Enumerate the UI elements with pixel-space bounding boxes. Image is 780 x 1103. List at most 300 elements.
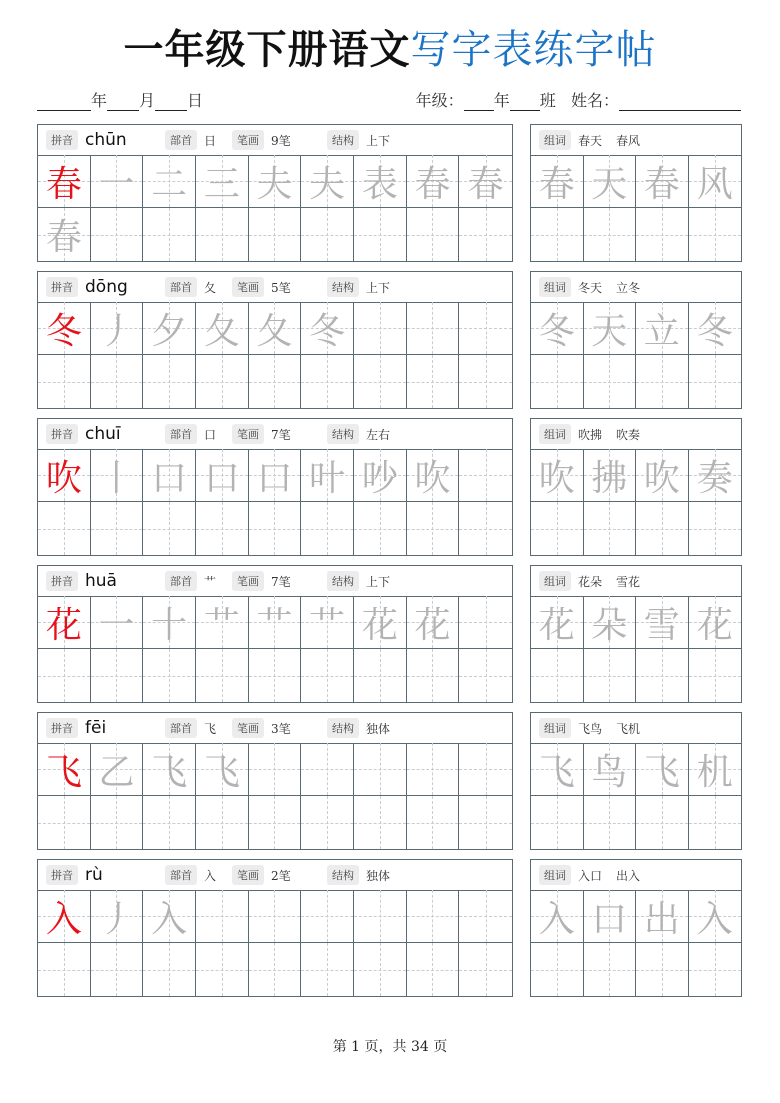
model-char: 飞 [45, 751, 82, 793]
student-fields [416, 88, 741, 111]
trace-char: 花 [361, 604, 398, 646]
writing-cell[interactable] [584, 743, 637, 796]
word-2: 飞机 [616, 721, 641, 736]
writing-cell[interactable] [531, 743, 584, 796]
trace-char: 花 [696, 604, 733, 646]
writing-cell[interactable] [301, 890, 354, 943]
trace-char: 丨 [98, 457, 135, 499]
writing-cell[interactable] [301, 796, 354, 849]
grade-year-blank[interactable] [464, 94, 494, 111]
word-2: 立冬 [616, 280, 641, 295]
writing-cell[interactable] [249, 649, 302, 702]
writing-cell[interactable] [143, 796, 196, 849]
writing-cell[interactable] [249, 743, 302, 796]
writing-cell[interactable] [249, 155, 302, 208]
word-1: 入口 [578, 868, 603, 883]
writing-cell[interactable] [354, 155, 407, 208]
writing-cell[interactable] [38, 355, 91, 408]
writing-cell[interactable] [196, 596, 249, 649]
writing-cell[interactable] [249, 355, 302, 408]
writing-cell[interactable] [459, 208, 512, 261]
model-char-cell[interactable] [38, 743, 91, 796]
writing-cell[interactable] [636, 502, 689, 555]
writing-cell[interactable] [354, 743, 407, 796]
writing-cell[interactable] [689, 155, 742, 208]
writing-cell[interactable] [407, 155, 460, 208]
char-card-4 [37, 712, 513, 850]
words-card-3 [530, 565, 742, 703]
trace-char: 鸟 [591, 751, 628, 793]
writing-cell[interactable] [301, 743, 354, 796]
writing-cell[interactable] [584, 502, 637, 555]
writing-cell[interactable] [354, 208, 407, 261]
writing-cell[interactable] [689, 502, 742, 555]
writing-cell[interactable] [143, 302, 196, 355]
writing-cell[interactable] [407, 502, 460, 555]
writing-cell[interactable] [636, 890, 689, 943]
radical-value: 口 [204, 427, 217, 442]
pinyin-tag: 拼音 [46, 277, 78, 297]
char-card-0 [37, 124, 513, 262]
writing-cell[interactable] [196, 649, 249, 702]
trace-char: 雪 [643, 604, 680, 646]
trace-char: 天 [591, 163, 628, 205]
structure-tag: 结构 [327, 424, 359, 444]
writing-cell[interactable] [354, 302, 407, 355]
writing-cell[interactable] [584, 596, 637, 649]
strokes-value: 2笔 [271, 868, 291, 883]
model-char-cell[interactable] [38, 596, 91, 649]
writing-cell[interactable] [91, 943, 144, 996]
writing-cell[interactable] [196, 208, 249, 261]
writing-cell[interactable] [301, 596, 354, 649]
model-char: 入 [45, 898, 82, 940]
words-header [531, 860, 741, 891]
day-label: 日 [187, 91, 204, 110]
trace-char: 口 [151, 457, 188, 499]
writing-cell[interactable] [584, 302, 637, 355]
words-tag: 组词 [539, 130, 571, 150]
writing-cell[interactable] [196, 796, 249, 849]
radical-tag: 部首 [165, 424, 197, 444]
class-blank[interactable] [510, 94, 540, 111]
trace-char: 花 [414, 604, 451, 646]
month-blank[interactable] [107, 94, 139, 111]
strokes-value: 9笔 [271, 133, 291, 148]
writing-cell[interactable] [91, 449, 144, 502]
writing-cell[interactable] [354, 796, 407, 849]
month-label: 月 [139, 91, 156, 110]
writing-cell[interactable] [249, 449, 302, 502]
writing-cell[interactable] [91, 502, 144, 555]
writing-cell[interactable] [407, 649, 460, 702]
writing-cell[interactable] [531, 208, 584, 261]
writing-cell[interactable] [354, 502, 407, 555]
pinyin-value: dōng [85, 277, 128, 297]
strokes-value: 7笔 [271, 574, 291, 589]
trace-char: 丿 [98, 898, 135, 940]
writing-cell[interactable] [249, 943, 302, 996]
writing-cell[interactable] [196, 890, 249, 943]
writing-cell[interactable] [531, 302, 584, 355]
writing-cell[interactable] [689, 355, 742, 408]
writing-cell[interactable] [301, 208, 354, 261]
writing-cell[interactable] [143, 890, 196, 943]
writing-cell[interactable] [196, 943, 249, 996]
writing-cell[interactable] [584, 449, 637, 502]
trace-char: 乙 [98, 751, 135, 793]
strokes-tag: 笔画 [232, 865, 264, 885]
writing-cell[interactable] [407, 796, 460, 849]
radical-tag: 部首 [165, 571, 197, 591]
writing-cell[interactable] [584, 208, 637, 261]
writing-cell[interactable] [459, 649, 512, 702]
year-label: 年 [91, 91, 108, 110]
trace-char: 花 [538, 604, 575, 646]
words-tag: 组词 [539, 571, 571, 591]
radical-value: 夂 [204, 280, 217, 295]
writing-cell[interactable] [531, 449, 584, 502]
trace-char: 飞 [643, 751, 680, 793]
writing-grid [38, 155, 512, 261]
words-tag: 组词 [539, 718, 571, 738]
pinyin-value: rù [85, 865, 103, 885]
writing-cell[interactable] [143, 502, 196, 555]
writing-cell[interactable] [584, 943, 637, 996]
writing-cell[interactable] [531, 355, 584, 408]
writing-cell[interactable] [91, 649, 144, 702]
writing-cell[interactable] [354, 449, 407, 502]
trace-char: 夂 [256, 310, 293, 352]
date-fields [37, 88, 203, 111]
writing-cell[interactable] [689, 943, 742, 996]
strokes-tag: 笔画 [232, 718, 264, 738]
words-grid [531, 743, 741, 849]
writing-cell[interactable] [459, 449, 512, 502]
word-2: 雪花 [616, 574, 641, 589]
writing-cell[interactable] [531, 596, 584, 649]
writing-cell[interactable] [689, 796, 742, 849]
structure-value: 左右 [366, 427, 391, 442]
writing-cell[interactable] [249, 890, 302, 943]
words-tag: 组词 [539, 865, 571, 885]
trace-char: 艹 [309, 604, 346, 646]
words-header [531, 125, 741, 156]
writing-cell[interactable] [354, 355, 407, 408]
writing-cell[interactable] [636, 208, 689, 261]
writing-cell[interactable] [196, 355, 249, 408]
structure-value: 上下 [366, 574, 391, 589]
writing-cell[interactable] [636, 302, 689, 355]
writing-cell[interactable] [91, 796, 144, 849]
words-grid [531, 449, 741, 555]
char-card-3 [37, 565, 513, 703]
writing-cell[interactable] [301, 302, 354, 355]
radical-tag: 部首 [165, 277, 197, 297]
writing-cell[interactable] [38, 943, 91, 996]
writing-cell[interactable] [196, 449, 249, 502]
writing-grid [38, 302, 512, 408]
words-header [531, 272, 741, 303]
writing-cell[interactable] [531, 155, 584, 208]
writing-cell[interactable] [91, 596, 144, 649]
writing-cell[interactable] [531, 796, 584, 849]
writing-cell[interactable] [91, 155, 144, 208]
writing-cell[interactable] [354, 943, 407, 996]
radical-value: 日 [204, 133, 217, 148]
writing-cell[interactable] [531, 943, 584, 996]
word-1: 花朵 [578, 574, 603, 589]
pinyin-tag: 拼音 [46, 865, 78, 885]
writing-cell[interactable] [301, 943, 354, 996]
char-info-header [38, 272, 512, 303]
writing-cell[interactable] [459, 743, 512, 796]
writing-cell[interactable] [459, 796, 512, 849]
writing-cell[interactable] [531, 649, 584, 702]
trace-char: 艹 [256, 604, 293, 646]
writing-cell[interactable] [636, 155, 689, 208]
pinyin-tag: 拼音 [46, 424, 78, 444]
name-blank[interactable] [619, 94, 741, 111]
writing-cell[interactable] [459, 355, 512, 408]
writing-cell[interactable] [143, 355, 196, 408]
words-header [531, 566, 741, 597]
radical-tag: 部首 [165, 718, 197, 738]
strokes-value: 5笔 [271, 280, 291, 295]
trace-char: 丿 [98, 310, 135, 352]
trace-char: 十 [151, 604, 188, 646]
writing-cell[interactable] [249, 208, 302, 261]
writing-cell[interactable] [584, 355, 637, 408]
trace-char: 春 [538, 163, 575, 205]
pinyin-tag: 拼音 [46, 571, 78, 591]
writing-cell[interactable] [249, 596, 302, 649]
writing-cell[interactable] [459, 943, 512, 996]
writing-cell[interactable] [38, 649, 91, 702]
writing-cell[interactable] [636, 796, 689, 849]
writing-cell[interactable] [38, 796, 91, 849]
name-label: 姓名： [570, 91, 619, 110]
writing-cell[interactable] [531, 502, 584, 555]
words-grid [531, 596, 741, 702]
words-header [531, 713, 741, 744]
word-1: 冬天 [578, 280, 603, 295]
structure-value: 独体 [366, 721, 391, 736]
grade-year-label: 年 [493, 91, 510, 110]
word-1: 吹拂 [578, 427, 603, 442]
model-char-cell[interactable] [38, 890, 91, 943]
trace-char: 吹 [538, 457, 575, 499]
trace-char: 奏 [696, 457, 733, 499]
trace-char: 春 [45, 217, 82, 258]
writing-cell[interactable] [143, 208, 196, 261]
title-blue: 写字表练字帖 [410, 27, 657, 73]
writing-cell[interactable] [459, 890, 512, 943]
page-title [0, 22, 780, 78]
trace-char: 二 [151, 163, 188, 205]
trace-char: 风 [696, 163, 733, 205]
writing-cell[interactable] [584, 155, 637, 208]
writing-cell[interactable] [354, 890, 407, 943]
writing-cell[interactable] [636, 649, 689, 702]
pinyin-value: chuī [85, 424, 121, 444]
writing-cell[interactable] [91, 890, 144, 943]
writing-cell[interactable] [689, 208, 742, 261]
writing-cell[interactable] [531, 890, 584, 943]
writing-cell[interactable] [636, 943, 689, 996]
writing-cell[interactable] [249, 502, 302, 555]
writing-cell[interactable] [91, 302, 144, 355]
radical-value: 飞 [204, 721, 217, 736]
words-tag: 组词 [539, 424, 571, 444]
trace-char: 艹 [203, 604, 240, 646]
writing-cell[interactable] [91, 355, 144, 408]
trace-char: 吹 [414, 457, 451, 499]
writing-cell[interactable] [249, 796, 302, 849]
strokes-tag: 笔画 [232, 277, 264, 297]
trace-char: 夫 [309, 163, 346, 205]
trace-char: 机 [696, 751, 733, 793]
writing-cell[interactable] [196, 302, 249, 355]
trace-char: 拂 [591, 457, 628, 499]
writing-cell[interactable] [636, 355, 689, 408]
writing-cell[interactable] [38, 208, 91, 261]
writing-grid [38, 890, 512, 996]
trace-char: 春 [414, 163, 451, 205]
writing-cell[interactable] [143, 155, 196, 208]
writing-cell[interactable] [407, 302, 460, 355]
char-info-header [38, 713, 512, 744]
char-info-header [38, 125, 512, 156]
writing-cell[interactable] [636, 743, 689, 796]
writing-cell[interactable] [459, 302, 512, 355]
writing-cell[interactable] [689, 649, 742, 702]
writing-cell[interactable] [407, 743, 460, 796]
strokes-tag: 笔画 [232, 130, 264, 150]
words-grid [531, 155, 741, 261]
title-black: 一年级下册语文 [123, 27, 411, 73]
writing-cell[interactable] [407, 355, 460, 408]
char-info-header [38, 860, 512, 891]
day-blank[interactable] [155, 94, 187, 111]
writing-cell[interactable] [301, 649, 354, 702]
writing-cell[interactable] [584, 796, 637, 849]
structure-value: 独体 [366, 868, 391, 883]
writing-cell[interactable] [689, 743, 742, 796]
writing-cell[interactable] [196, 502, 249, 555]
writing-cell[interactable] [407, 208, 460, 261]
writing-cell[interactable] [459, 596, 512, 649]
strokes-value: 3笔 [271, 721, 291, 736]
writing-cell[interactable] [143, 596, 196, 649]
writing-cell[interactable] [301, 449, 354, 502]
writing-grid [38, 596, 512, 702]
trace-char: 天 [591, 310, 628, 352]
writing-cell[interactable] [143, 449, 196, 502]
class-label: 班 [539, 91, 556, 110]
trace-char: 三 [203, 163, 240, 205]
writing-cell[interactable] [636, 449, 689, 502]
writing-cell[interactable] [354, 649, 407, 702]
writing-cell[interactable] [407, 449, 460, 502]
model-char: 花 [45, 604, 82, 646]
writing-cell[interactable] [689, 890, 742, 943]
writing-cell[interactable] [301, 502, 354, 555]
trace-char: 出 [643, 898, 680, 940]
trace-char: 朵 [591, 604, 628, 646]
writing-cell[interactable] [196, 155, 249, 208]
radical-tag: 部首 [165, 130, 197, 150]
word-2: 春风 [616, 133, 641, 148]
trace-char: 飞 [203, 751, 240, 793]
writing-cell[interactable] [143, 943, 196, 996]
model-char-cell[interactable] [38, 302, 91, 355]
writing-cell[interactable] [689, 302, 742, 355]
writing-cell[interactable] [354, 596, 407, 649]
trace-char: 叶 [309, 457, 346, 499]
trace-char: 春 [643, 163, 680, 205]
char-card-1 [37, 271, 513, 409]
char-card-5 [37, 859, 513, 997]
writing-cell[interactable] [301, 355, 354, 408]
writing-cell[interactable] [143, 649, 196, 702]
writing-cell[interactable] [584, 890, 637, 943]
writing-cell[interactable] [196, 743, 249, 796]
writing-cell[interactable] [636, 596, 689, 649]
model-char-cell[interactable] [38, 449, 91, 502]
writing-cell[interactable] [459, 502, 512, 555]
writing-cell[interactable] [143, 743, 196, 796]
structure-value: 上下 [366, 280, 391, 295]
writing-cell[interactable] [689, 596, 742, 649]
writing-cell[interactable] [407, 596, 460, 649]
trace-char: 吵 [361, 457, 398, 499]
char-info-header [38, 419, 512, 450]
trace-char: 冬 [538, 310, 575, 352]
writing-cell[interactable] [301, 155, 354, 208]
model-char-cell[interactable] [38, 155, 91, 208]
model-char: 春 [45, 163, 82, 205]
writing-grid [38, 743, 512, 849]
writing-cell[interactable] [689, 449, 742, 502]
pinyin-value: fēi [85, 718, 107, 738]
writing-cell[interactable] [91, 743, 144, 796]
writing-cell[interactable] [38, 502, 91, 555]
writing-cell[interactable] [407, 943, 460, 996]
radical-value: 入 [204, 868, 217, 883]
writing-cell[interactable] [459, 155, 512, 208]
pinyin-value: chūn [85, 130, 127, 150]
trace-char: 表 [361, 163, 398, 205]
trace-char: 口 [256, 457, 293, 499]
char-info-header [38, 566, 512, 597]
radical-tag: 部首 [165, 865, 197, 885]
word-2: 吹奏 [616, 427, 641, 442]
trace-char: 夂 [203, 310, 240, 352]
words-card-0 [530, 124, 742, 262]
year-blank[interactable] [37, 94, 91, 111]
radical-value: 艹 [204, 574, 217, 589]
words-card-5 [530, 859, 742, 997]
trace-char: 口 [203, 457, 240, 499]
writing-cell[interactable] [584, 649, 637, 702]
writing-cell[interactable] [407, 890, 460, 943]
writing-cell[interactable] [249, 302, 302, 355]
writing-cell[interactable] [91, 208, 144, 261]
char-card-2 [37, 418, 513, 556]
trace-char: 口 [591, 898, 628, 940]
words-grid [531, 302, 741, 408]
